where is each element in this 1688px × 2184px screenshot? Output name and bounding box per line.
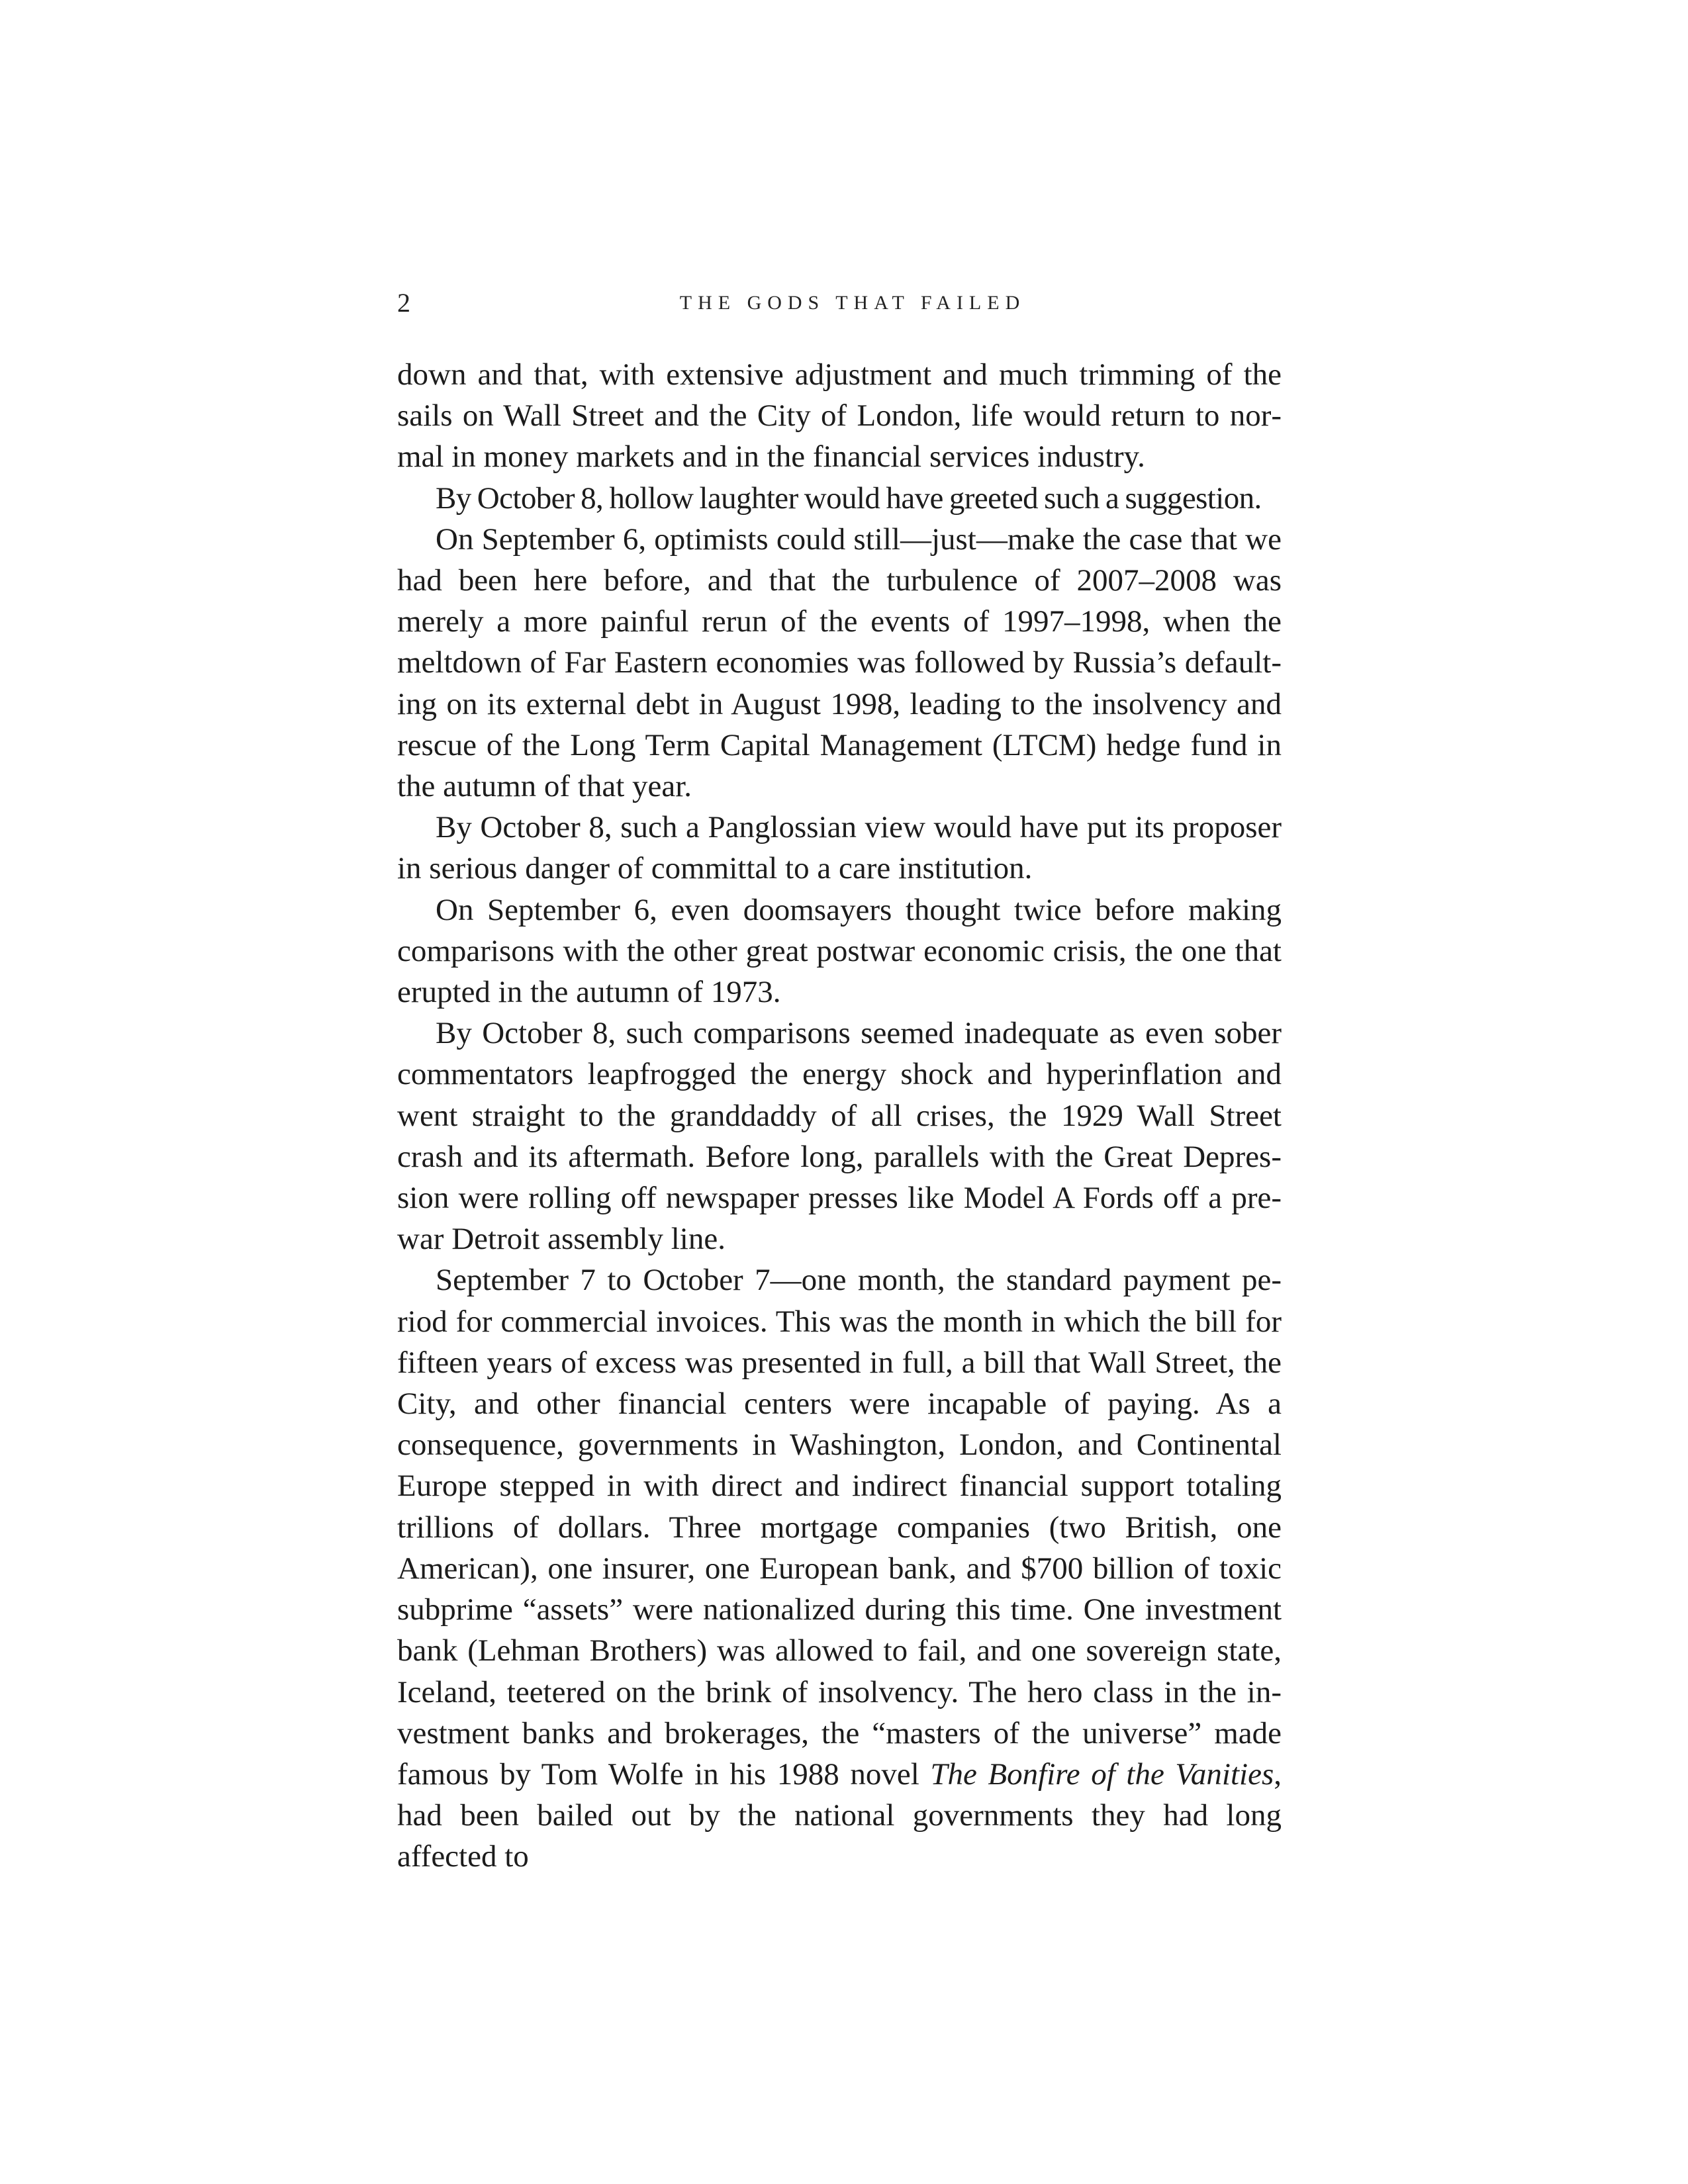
paragraph-5: On September 6, even doomsayers thought twice before making comparisons with the other great postwar economic crisis, the one that erupted in the autumn of 1973. xyxy=(397,892,1282,1010)
running-head xyxy=(397,283,1282,323)
paragraph-2: By October 8, hollow laughter would have greeted such a suggestion. xyxy=(436,480,1262,516)
paragraph-3: On September 6, optimists could still—just—make the case that we had been here before, and that the turbulence of 2007–2008 was merely a more painful rerun of the events of 1997–1998, when the meltdown of Far Eastern economies was followed by Russia’s defaulting on its external debt in August 1998, leading to the insolvency and rescue of the Long Term Capital Management (LTCM) hedge fund in the autumn of that year. xyxy=(397,522,1282,804)
paragraph-6: By October 8, such comparisons seemed inadequate as even sober commentators leapfrogged the energy shock and hyperinflation and went straight to the granddaddy of all crises, the 1929 Wall Street crash and its aftermath. Before long, parallels with the Great Depression were rolling off newspaper presses like Model A Fords off a prewar Detroit assembly line. xyxy=(397,1016,1282,1257)
page-number: 2 xyxy=(397,288,410,318)
running-title: THE GODS THAT FAILED xyxy=(679,292,1026,314)
paragraph-4: By October 8, such a Panglossian view would have put its proposer in serious danger of committal to a care institution. xyxy=(397,810,1282,886)
paragraph-7 xyxy=(397,1259,1282,1877)
book-title: The Bonfire of the Vanities xyxy=(930,1756,1274,1792)
paragraph-7-text-end: , had been bailed out by the national governments they had long affected to xyxy=(397,1756,1282,1874)
body-text xyxy=(397,354,1282,1878)
paragraph-7-text-start: September 7 to October 7—one month, the standard payment period for commercial invoices. This was the month in which the bill for fifteen years of excess was presented in full, a bill that Wall Street, the City, and other financial centers were incapable of paying. As a consequence, governments in Washington, London, and Continental Europe stepped in with direct and indirect financial support totaling trillions of dollars. Three mortgage companies (two British, one American), one insurer, one European bank, and $700 billion of toxic subprime “assets” were nationalized during this time. One investment bank (Lehman Brothers) was allowed to fail, and one sovereign state, Iceland, teetered on the brink of insolvency. The hero class in the investment banks and brokerages, the “masters of the universe” made famous by Tom Wolfe in his 1988 novel xyxy=(397,1263,1282,1792)
paragraph-1: down and that, with extensive adjustment and much trimming of the sails on Wall Street and the City of London, life would return to normal in money markets and in the financial services industry. xyxy=(397,357,1282,475)
